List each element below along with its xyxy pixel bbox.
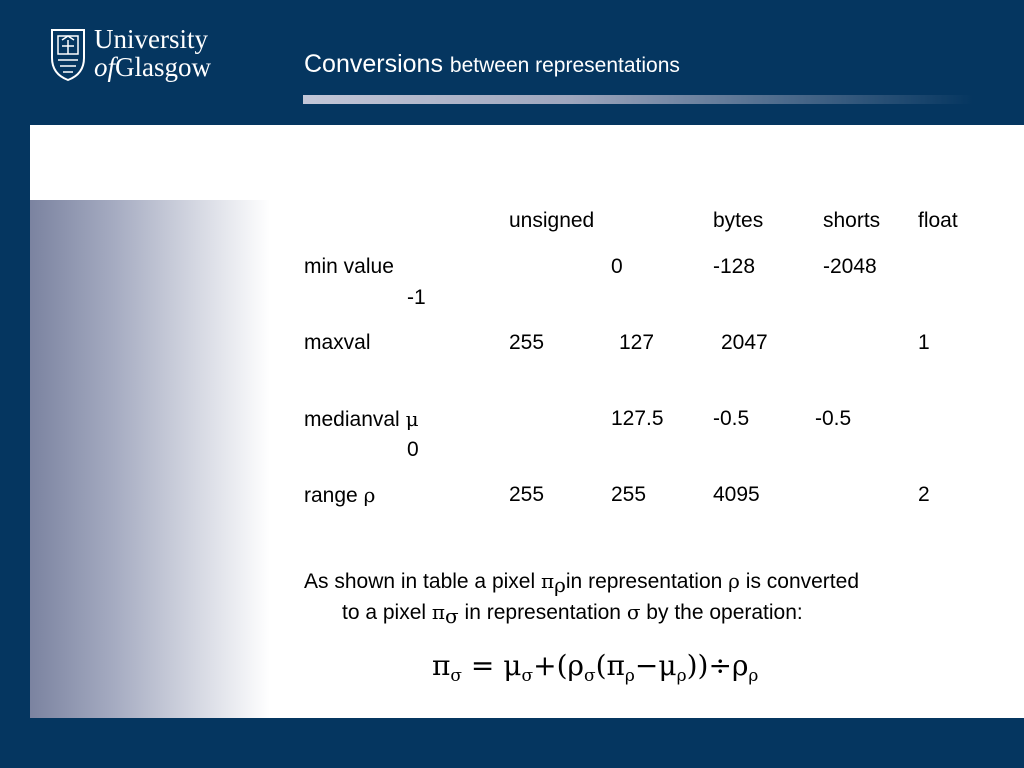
formula-mu: μ bbox=[503, 649, 522, 682]
formula-plus: + bbox=[533, 649, 557, 682]
formula-paren: ( bbox=[595, 649, 607, 682]
paragraph-text: is converted bbox=[739, 570, 859, 593]
column-header-unsigned: unsigned bbox=[509, 209, 595, 232]
logo-text-of: of bbox=[94, 52, 116, 82]
table-cell: 1 bbox=[918, 331, 930, 354]
formula-sub: σ bbox=[450, 666, 463, 686]
table-cell: 2 bbox=[918, 483, 930, 506]
sigma-subscript: σ bbox=[445, 604, 459, 628]
formula-sub: ρ bbox=[624, 666, 635, 686]
sigma-symbol: σ bbox=[626, 600, 641, 624]
university-logo bbox=[50, 24, 225, 86]
rho-subscript: ρ bbox=[554, 573, 566, 597]
row-label-text: range bbox=[304, 484, 358, 507]
pi-symbol: π bbox=[431, 600, 446, 624]
paragraph-text: in representation bbox=[565, 570, 729, 593]
conversion-formula bbox=[432, 648, 758, 684]
slide-title-main: Conversions bbox=[304, 50, 443, 78]
table-cell: -128 bbox=[713, 255, 756, 278]
table-cell: 255 bbox=[509, 331, 545, 354]
paragraph-text: in representation bbox=[458, 601, 627, 624]
column-header-bytes: bytes bbox=[713, 209, 764, 232]
formula-equals: = bbox=[462, 649, 504, 682]
rho-symbol: ρ bbox=[363, 483, 376, 507]
logo-text-glasgow-word: Glasgow bbox=[115, 52, 212, 82]
paragraph-line-1 bbox=[304, 566, 994, 597]
column-header-float: float bbox=[918, 209, 958, 232]
formula-minus: − bbox=[634, 649, 659, 682]
formula-mu: μ bbox=[658, 649, 677, 682]
formula-divide: ÷ bbox=[708, 649, 732, 682]
table-cell: 0 bbox=[407, 438, 419, 461]
university-crest-icon bbox=[50, 28, 86, 82]
paragraph-line-2 bbox=[304, 597, 994, 628]
table-cell: -1 bbox=[407, 286, 426, 309]
row-label-min-value: min value bbox=[304, 255, 394, 278]
formula-paren: ( bbox=[556, 649, 568, 682]
table-cell: 4095 bbox=[713, 483, 760, 506]
slide-title bbox=[304, 48, 680, 82]
side-gradient-decoration bbox=[30, 200, 270, 718]
row-label-medianval bbox=[304, 406, 419, 433]
formula-sub: ρ bbox=[748, 666, 759, 686]
formula-pi: π bbox=[606, 649, 625, 682]
paragraph-text: to a pixel bbox=[342, 601, 432, 624]
table-cell: 0 bbox=[611, 255, 623, 278]
explanation-paragraph bbox=[304, 566, 994, 628]
row-label-maxval: maxval bbox=[304, 331, 371, 354]
table-cell: -0.5 bbox=[815, 407, 852, 430]
logo-text-glasgow bbox=[94, 52, 211, 82]
table-cell: 127 bbox=[619, 331, 655, 354]
formula-rho: ρ bbox=[731, 649, 749, 682]
paragraph-text: As shown in table a pixel bbox=[304, 570, 541, 593]
formula-paren: ) bbox=[697, 649, 709, 682]
column-header-shorts: shorts bbox=[823, 209, 881, 232]
table-cell: 2047 bbox=[721, 331, 768, 354]
table-cell: -0.5 bbox=[713, 407, 750, 430]
rho-symbol: ρ bbox=[728, 569, 740, 593]
formula-paren: ) bbox=[686, 649, 698, 682]
formula-rho: ρ bbox=[567, 649, 584, 682]
row-label-text: medianval bbox=[304, 408, 400, 431]
formula-sub: σ bbox=[521, 666, 534, 686]
paragraph-text: by the operation: bbox=[640, 601, 803, 624]
formula-sub: ρ bbox=[676, 666, 687, 686]
formula-sub: σ bbox=[583, 666, 596, 686]
table-cell: 127.5 bbox=[611, 407, 664, 430]
pi-symbol: π bbox=[540, 569, 555, 593]
table-cell: 255 bbox=[611, 483, 647, 506]
formula-pi: π bbox=[432, 649, 451, 682]
mu-symbol: μ bbox=[405, 407, 419, 431]
title-underline-bar bbox=[303, 95, 973, 104]
slide-title-sub: between representations bbox=[449, 54, 680, 77]
row-label-range bbox=[304, 482, 375, 509]
logo-text-university: University bbox=[94, 24, 208, 54]
table-cell: -2048 bbox=[823, 255, 877, 278]
table-cell: 255 bbox=[509, 483, 545, 506]
